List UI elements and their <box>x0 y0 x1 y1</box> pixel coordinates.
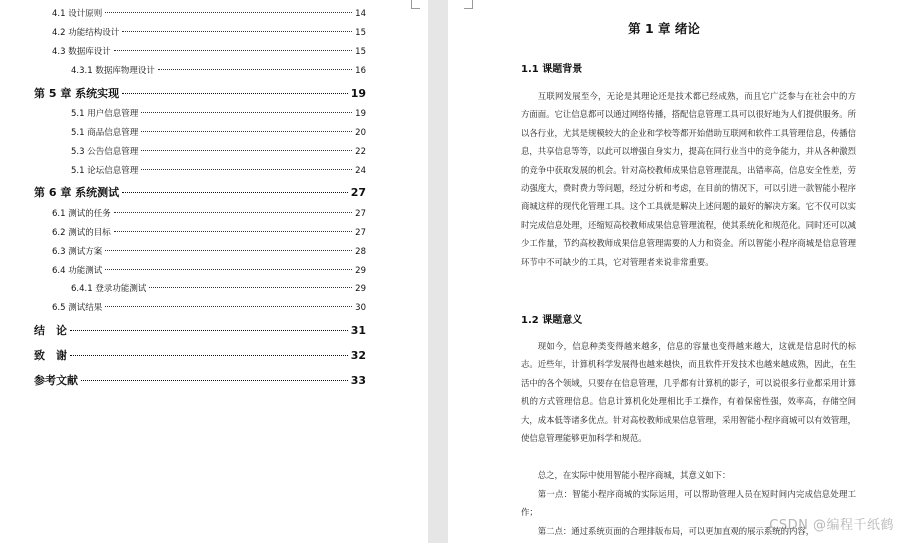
toc-entry-page: 31 <box>350 324 366 337</box>
toc-entry-page: 19 <box>355 109 366 119</box>
toc-entry-title: 4.1 设计原则 <box>52 9 103 19</box>
toc-entry-title: 5.3 公告信息管理 <box>71 147 139 157</box>
toc-leader-dots <box>141 112 352 113</box>
toc-entry-page: 29 <box>355 284 366 294</box>
paragraph: 第二点：通过系统页面的合理排版布局，可以更加直观的展示系统的内容， <box>537 526 815 536</box>
toc-leader-dots <box>141 169 352 170</box>
section-heading: 1.2 课题意义 <box>521 315 583 326</box>
toc-entry-title: 6.2 测试的目标 <box>52 228 111 238</box>
toc-entry-title: 4.2 功能结构设计 <box>52 28 120 38</box>
paragraph: 互联网发展至今，无论是其理论还是技术都已经成熟，而且它广泛参与在社会中的方方面面。它让信息都可以通过网络传播，搭配信息管理工具可以很好地为人们提供服务。所以各行业，尤其是规模较大的企业和学校等都开始借助互联网和软件工具管理信息，传播信息，共享信息等等，以此可以增强自身实力，提高在同行业当中的竞争能力，并从各种激烈的竞争中获取发展的机会。针对高校教师成果信息管理混乱，出错率高，信息安全性差，劳动强度大，费时费力等问题，经过分析和考虑，在目前的情况下，可以引进一款智能小程序商城这样的现代化管理工具。这个工具就是解决上述问题的最好的解决方案。它不仅可以实时完成信息处理，还缩短高校教师成果信息管理流程，使其系统化和规范化。同时还可以减少工作量，节约高校教师成果信息管理需要的人力和资金。所以智能小程序商城是信息管理环节中不可缺少的工具，它对管理者来说非常重要。 <box>521 91 856 267</box>
toc-entry[interactable] <box>34 372 366 388</box>
toc-entry-page: 27 <box>355 209 366 219</box>
toc-entry-page: 22 <box>355 147 366 157</box>
toc-entry[interactable] <box>34 322 366 338</box>
section-heading: 1.1 课题背景 <box>521 64 583 75</box>
toc-leader-dots <box>114 231 352 232</box>
toc-entry[interactable] <box>34 85 366 101</box>
toc-leader-dots <box>105 12 352 13</box>
toc-entry[interactable] <box>34 184 366 200</box>
toc-entry-page: 20 <box>355 128 366 138</box>
toc-entry[interactable] <box>71 64 366 76</box>
toc-entry-title: 4.3.1 数据库物理设计 <box>71 66 155 76</box>
paragraph: 总之，在实际中使用智能小程序商城，其意义如下： <box>537 470 731 480</box>
toc-leader-dots <box>141 150 352 151</box>
chapter-title: 第 1 章 绪论 <box>628 21 700 36</box>
toc-entry[interactable] <box>71 145 366 157</box>
toc-entry-page: 14 <box>355 9 366 19</box>
toc-entry-title: 5.1 论坛信息管理 <box>71 166 139 176</box>
toc-entry[interactable] <box>52 264 366 276</box>
toc-entry-title: 参考文献 <box>34 374 78 387</box>
toc-entry-title: 6.3 测试方案 <box>52 247 103 257</box>
toc-entry[interactable] <box>52 45 366 57</box>
toc-entry[interactable] <box>52 301 366 313</box>
toc-entry-title: 4.3 数据库设计 <box>52 47 111 57</box>
toc-leader-dots <box>122 192 348 193</box>
toc-entry-title: 6.4 功能测试 <box>52 266 103 276</box>
toc-entry-page: 15 <box>355 47 366 57</box>
watermark: CSDN @编程千纸鹤 <box>769 518 894 533</box>
toc-entry-title: 6.1 测试的任务 <box>52 209 111 219</box>
toc-entry-page: 27 <box>350 186 366 199</box>
toc-entry-title: 6.4.1 登录功能测试 <box>71 284 147 294</box>
toc-leader-dots <box>122 31 352 32</box>
toc-entry-title: 6.5 测试结果 <box>52 303 103 313</box>
toc-leader-dots <box>70 355 348 356</box>
toc-entry[interactable] <box>71 164 366 176</box>
toc-entry[interactable] <box>34 347 366 363</box>
toc-page <box>0 0 428 543</box>
paragraph: 第一点：智能小程序商城的实际运用，可以帮助管理人员在短时间内完成信息处理工作； <box>521 489 856 518</box>
toc-entry-page: 16 <box>355 66 366 76</box>
toc-leader-dots <box>70 330 348 331</box>
toc-entry-title: 结 论 <box>34 324 67 337</box>
toc-leader-dots <box>105 306 352 307</box>
toc-entry[interactable] <box>52 207 366 219</box>
toc-entry-title: 致 谢 <box>34 349 67 362</box>
toc-leader-dots <box>122 93 348 94</box>
toc-entry-page: 30 <box>355 303 366 313</box>
toc-entry-title: 5.1 商品信息管理 <box>71 128 139 138</box>
toc-entry-page: 19 <box>350 87 366 100</box>
toc-entry-title: 第 5 章 系统实现 <box>34 87 120 100</box>
toc-entry[interactable] <box>52 245 366 257</box>
toc-entry-title: 5.1 用户信息管理 <box>71 109 139 119</box>
toc-entry[interactable] <box>52 7 366 19</box>
page-corner-mark <box>464 0 473 9</box>
toc-entry-page: 15 <box>355 28 366 38</box>
toc-leader-dots <box>158 69 352 70</box>
toc-entry-page: 24 <box>355 166 366 176</box>
toc-leader-dots <box>105 250 352 251</box>
toc-leader-dots <box>141 131 352 132</box>
toc-leader-dots <box>105 269 352 270</box>
toc-leader-dots <box>149 287 352 288</box>
toc-entry[interactable] <box>52 226 366 238</box>
toc-entry[interactable] <box>52 26 366 38</box>
toc-leader-dots <box>114 50 352 51</box>
toc-entry[interactable] <box>71 107 366 119</box>
toc-entry-page: 29 <box>355 266 366 276</box>
toc-entry[interactable] <box>71 282 366 294</box>
toc-entry-page: 28 <box>355 247 366 257</box>
toc-entry[interactable] <box>71 126 366 138</box>
toc-entry-page: 33 <box>350 374 366 387</box>
paragraph: 现如今，信息种类变得越来越多，信息的容量也变得越来越大，这就是信息时代的标志。近些年，计算机科学发展得也越来越快，而且软件开发技术也越来越成熟，因此，在生活中的各个领域，只要存在信息管理，几乎都有计算机的影子，可以说很多行业都采用计算机的方式管理信息。信息计算机化处理相比手工操作，有着保密性强，效率高，存储空间大，成本低等诸多优点。针对高校教师成果信息管理，采用智能小程序商城可以有效管理，使信息管理能够更加科学和规范。 <box>521 341 856 444</box>
chapter-page <box>448 0 900 543</box>
toc-entry-page: 32 <box>350 349 366 362</box>
toc-entry-page: 27 <box>355 228 366 238</box>
toc-leader-dots <box>114 212 352 213</box>
toc-leader-dots <box>81 380 348 381</box>
toc-entry-title: 第 6 章 系统测试 <box>34 186 120 199</box>
page-corner-mark <box>411 0 420 9</box>
